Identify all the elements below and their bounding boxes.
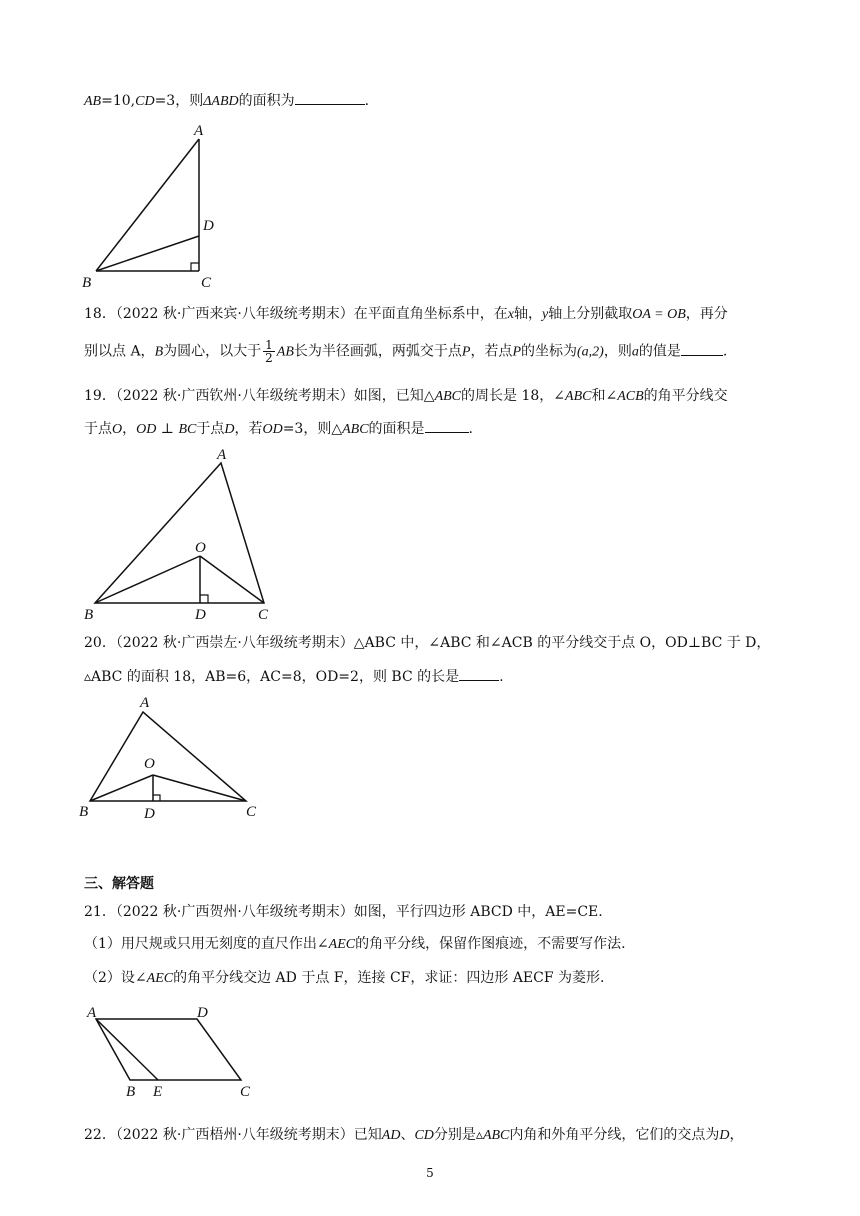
label-o: O <box>144 756 155 772</box>
label-b: B <box>126 1084 136 1100</box>
label-d: D <box>144 806 155 822</box>
fraction-half: $\frac{1}{2}$ <box>265 338 273 365</box>
label-c: C <box>258 607 269 623</box>
label-d: D <box>203 218 214 234</box>
q19-line2: 于点O，OD ⊥ BC于点D，若OD=3，则△ABC的面积是 . <box>84 418 473 440</box>
q21-part1: （1）用尺规或只用无刻度的直尺作出∠AEC的角平分线，保留作图痕迹，不需要写作法. <box>84 936 626 952</box>
q19-line1: 19．（2022 秋·广西钦州·八年级统考期末）如图，已知△ABC的周长是 18，∠ABC和∠ACB的角平分线交 <box>84 388 728 404</box>
label-c: C <box>240 1084 251 1100</box>
label-a: A <box>140 695 150 711</box>
q20-line1: 20．（2022 秋·广西崇左·八年级统考期末）△ABC 中，∠ABC 和∠ACB 的平分线交于点 O，OD⊥BC 于 D， <box>84 635 771 651</box>
label-b: B <box>79 804 89 820</box>
q21-line1: 21．（2022 秋·广西贺州·八年级统考期末）如图，平行四边形 ABCD 中，AE=CE. <box>84 904 603 920</box>
label-b: B <box>84 607 94 623</box>
q20-line2: ▵ABC 的面积 18，AB=6，AC=8，OD=2，则 BC 的长是 . <box>84 666 504 687</box>
label-d: D <box>197 1005 208 1021</box>
label-e: E <box>153 1084 163 1100</box>
label-o: O <box>195 540 206 556</box>
q18-line1: 18．（2022 秋·广西来宾·八年级统考期末）在平面直角坐标系中，在x轴，y轴上分别截取OA = OB，再分 <box>84 306 728 322</box>
label-c: C <box>201 275 212 291</box>
label-b: B <box>82 275 92 291</box>
q22-line1: 22．（2022 秋·广西梧州·八年级统考期末）已知AD、CD分别是▵ABC内角和外角平分线，它们的交点为D， <box>84 1127 744 1143</box>
label-a: A <box>87 1005 97 1021</box>
page-number: 5 <box>426 1166 434 1180</box>
label-a: A <box>217 447 227 463</box>
q21-part2: （2）设∠AEC的角平分线交边 AD 于点 F，连接 CF，求证：四边形 AECF 为菱形. <box>84 970 605 986</box>
math-ab: AB <box>84 94 102 109</box>
section-heading: 三、解答题 <box>84 876 154 892</box>
q17-text: AB=10,CD=3，则ΔABD的面积为 . <box>84 90 369 112</box>
label-a: A <box>194 123 204 139</box>
label-c: C <box>246 804 257 820</box>
q18-line2: 别以点 A，B为圆心，以大于 $\frac{1}{2}$ AB长为半径画弧，两弧交于点P，若点P的坐标为(a,2)，则a的值是 . <box>84 338 728 365</box>
label-d: D <box>195 607 206 623</box>
